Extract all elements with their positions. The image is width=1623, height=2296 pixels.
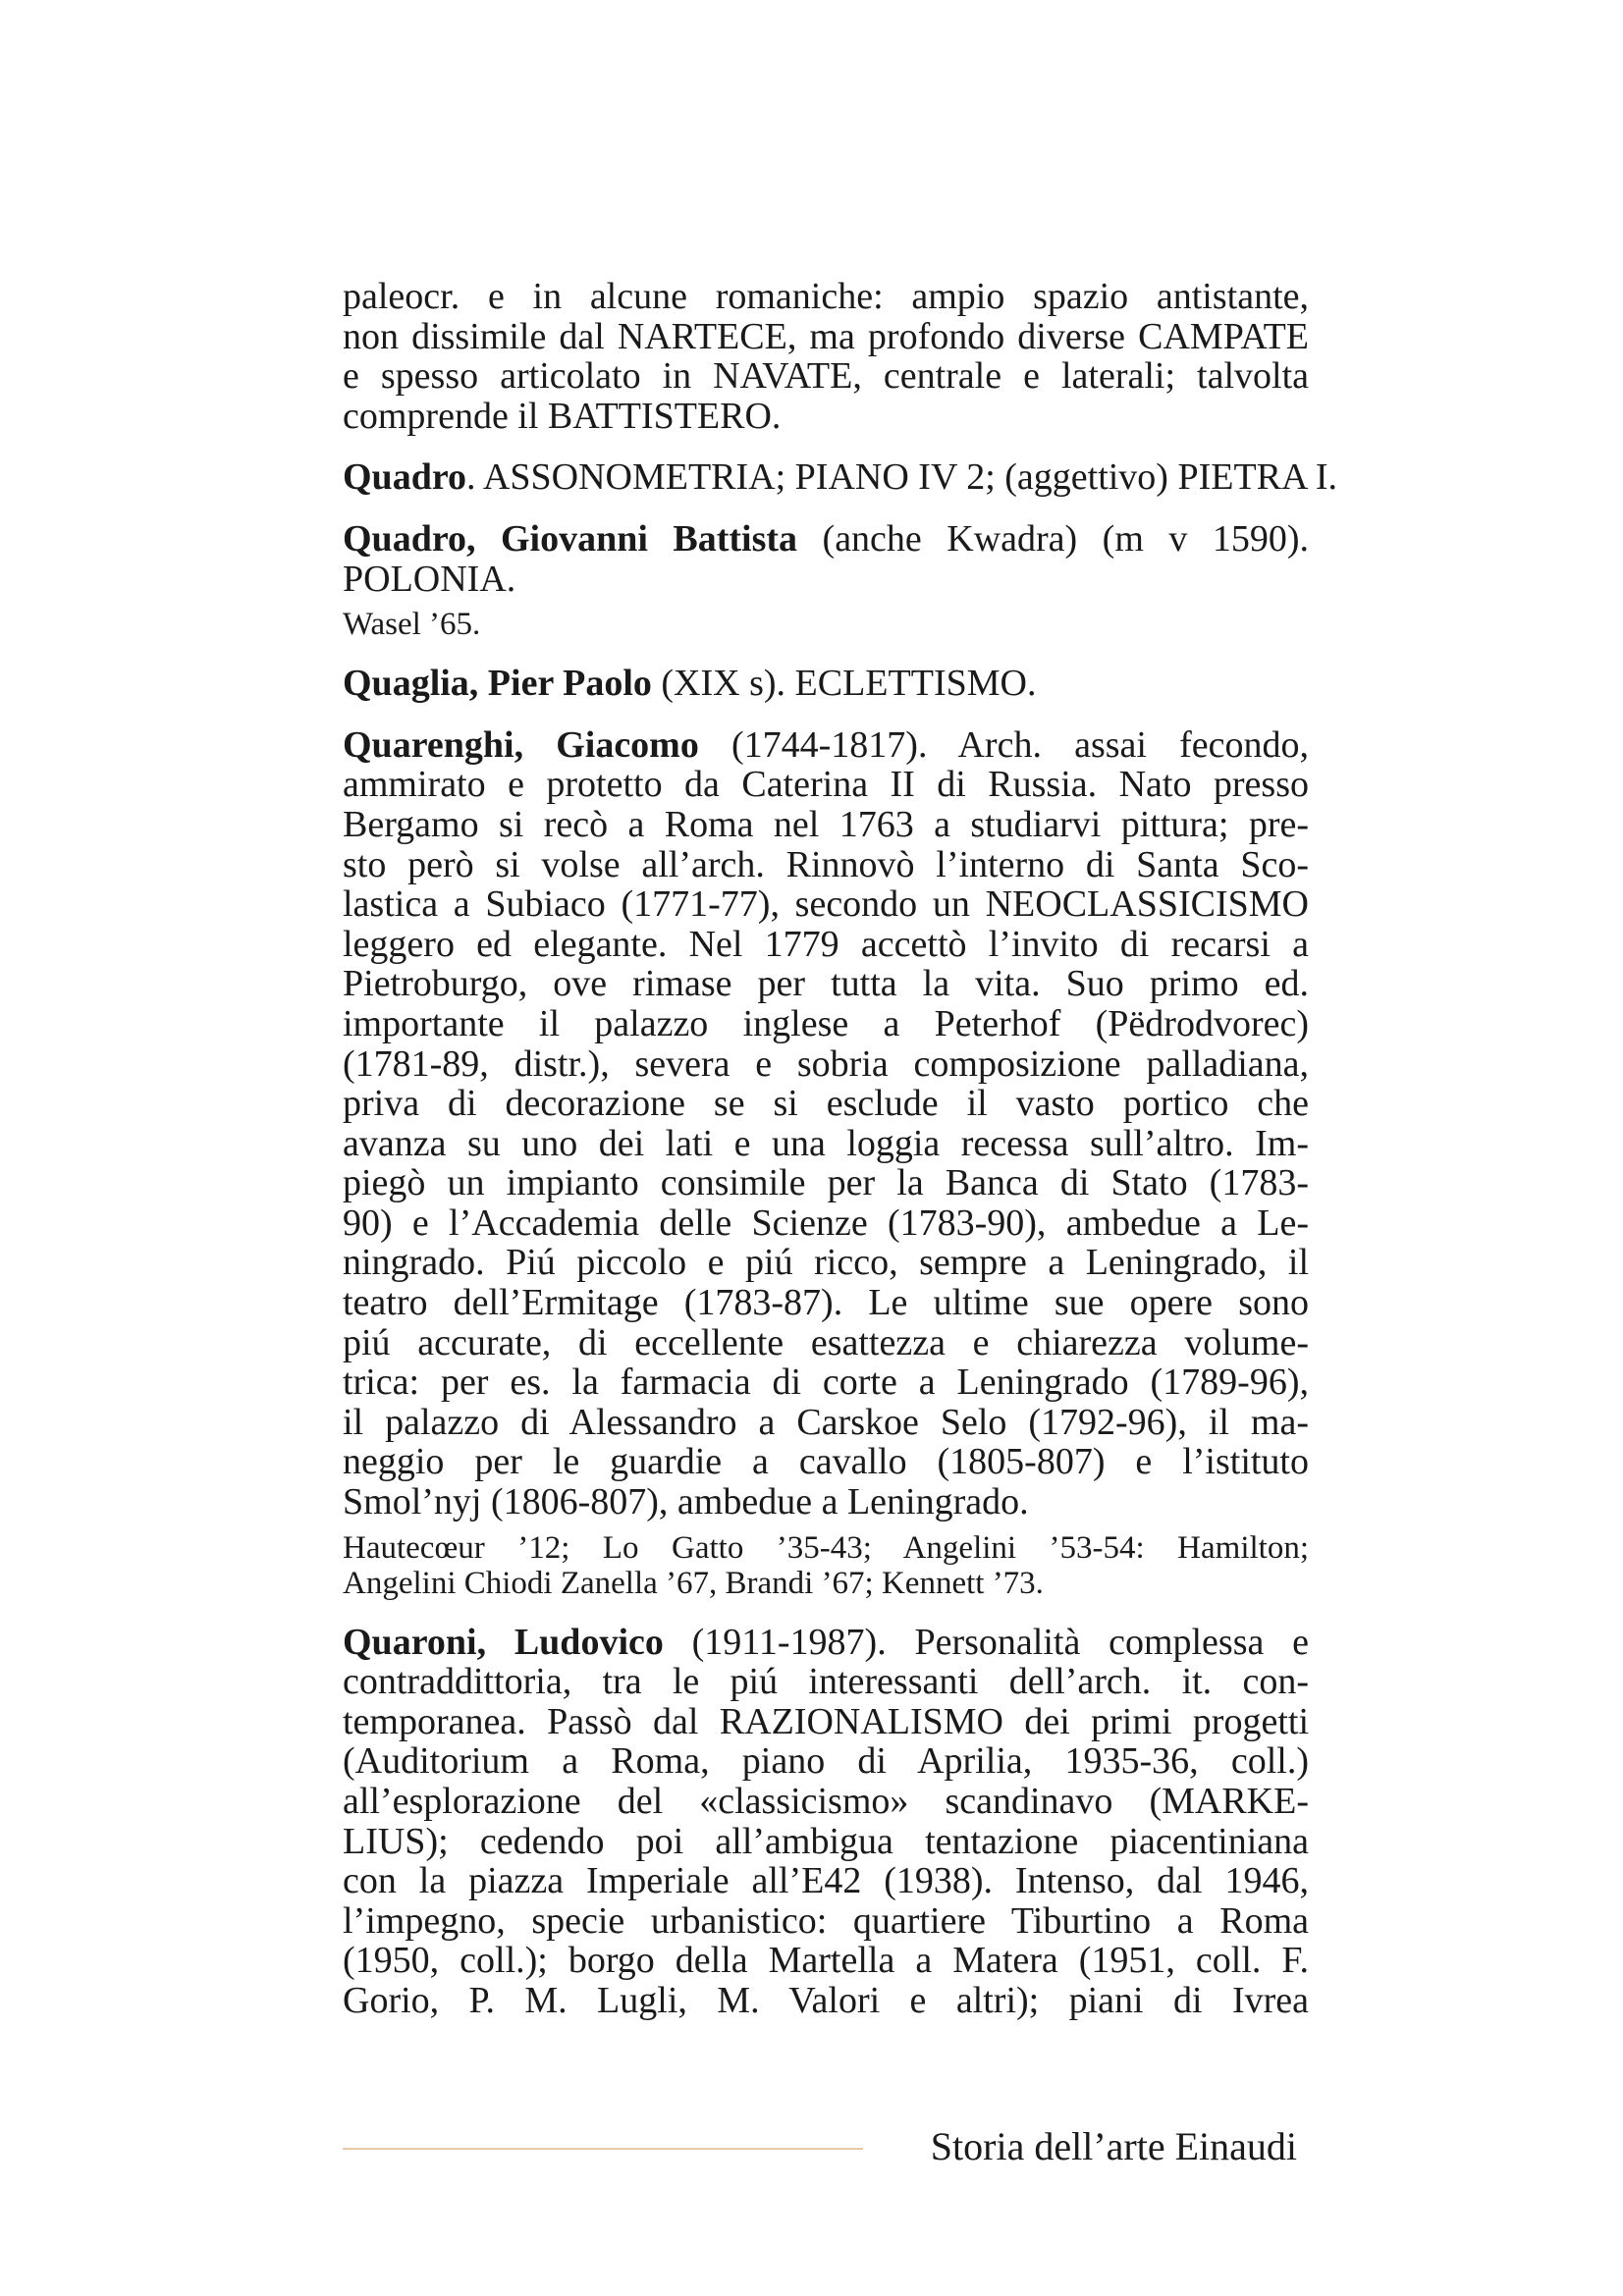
- bibliography: [343, 607, 1309, 642]
- text-line: leggero ed elegante. Nel 1779 accettò l’invito di recarsi a: [343, 923, 1309, 965]
- entry-headword: Quadro, Giovanni Battista: [343, 517, 798, 560]
- text-line: il palazzo di Alessandro a Carskoe Selo (1792-96), il ma-: [343, 1401, 1309, 1443]
- bibliography-line: Hautecœur ’12; Lo Gatto ’35-43; Angelini ’53-54: Hamilton;: [343, 1529, 1309, 1566]
- text-line: [343, 456, 1338, 499]
- entry-text: (1744-1817). Arch. assai fecondo,: [698, 723, 1309, 766]
- entry-headword: Quadro: [343, 456, 467, 499]
- text-line: Smol’nyj (1806-807), ambedue a Leningrado.: [343, 1481, 1029, 1523]
- text-line: [343, 664, 1309, 704]
- text-line: comprende il BATTISTERO.: [343, 395, 782, 437]
- text-line: LIUS); cedendo poi all’ambigua tentazione piacentiniana: [343, 1820, 1309, 1862]
- bibliography-line: Angelini Chiodi Zanella ’67, Brandi ’67; Kennett ’73.: [343, 1565, 1044, 1601]
- bibliography: [343, 1530, 1309, 1601]
- text-line: non dissimile dal NARTECE, ma profondo diverse CAMPATE: [343, 315, 1309, 357]
- footer-label: Storia dell’arte Einaudi: [930, 2124, 1297, 2168]
- text-line: [343, 1623, 1309, 1663]
- entry-text: . ASSONOMETRIA; PIANO IV 2; (aggettivo) PIETRA I.: [466, 456, 1338, 499]
- text-line: [343, 725, 1309, 766]
- text-line: priva di decorazione se si esclude il vasto portico che: [343, 1083, 1309, 1125]
- entry-intro: [343, 277, 1309, 436]
- text-line: Bergamo si recò a Roma nel 1763 a studiarvi pittura; pre-: [343, 803, 1309, 845]
- text-line: 90) e l’Accademia delle Scienze (1783-90), ambedue a Le-: [343, 1201, 1309, 1244]
- text-line: l’impegno, specie urbanistico: quartiere Tiburtino a Roma: [343, 1899, 1309, 1942]
- text-line: ningrado. Piú piccolo e piú ricco, sempre a Leningrado, il: [343, 1242, 1309, 1284]
- text-line: piegò un impianto consimile per la Banca di Stato (1783-: [343, 1162, 1309, 1204]
- text-line: temporanea. Passò dal RAZIONALISMO dei primi progetti: [343, 1700, 1309, 1742]
- text-line: sto però si volse all’arch. Rinnovò l’interno di Santa Sco-: [343, 843, 1309, 885]
- text-line: ammirato e protetto da Caterina II di Russia. Nato presso: [343, 764, 1309, 806]
- entry-quadro-giovanni-battista: [343, 519, 1309, 642]
- entry-text: (XIX s). ECLETTISMO.: [651, 663, 1037, 705]
- text-line: POLONIA.: [343, 558, 516, 600]
- entry-text: (1911-1987). Personalità complessa e: [663, 1621, 1309, 1663]
- entry-text: (anche Kwadra) (m v 1590).: [797, 517, 1309, 560]
- text-line: (Auditorium a Roma, piano di Aprilia, 1935-36, coll.): [343, 1740, 1309, 1783]
- text-line: con la piazza Imperiale all’E42 (1938). Intenso, dal 1946,: [343, 1860, 1309, 1902]
- text-line: teatro dell’Ermitage (1783-87). Le ultime sue opere sono: [343, 1282, 1309, 1324]
- footer-rule: [343, 2148, 863, 2150]
- text-line: neggio per le guardie a cavallo (1805-807) e l’istituto: [343, 1441, 1309, 1483]
- text-line: Pietroburgo, ove rimase per tutta la vita. Suo primo ed.: [343, 963, 1309, 1005]
- text-line: (1950, coll.); borgo della Martella a Matera (1951, coll. F.: [343, 1940, 1309, 1982]
- entry-quarenghi: [343, 725, 1309, 1601]
- entry-quaroni: [343, 1623, 1309, 2021]
- text-line: e spesso articolato in NAVATE, centrale e laterali; talvolta: [343, 355, 1309, 398]
- text-line: paleocr. e in alcune romaniche: ampio spazio antistante,: [343, 276, 1309, 317]
- text-line: all’esplorazione del «classicismo» scandinavo (MARKE-: [343, 1781, 1309, 1822]
- entry-quaglia: [343, 664, 1309, 704]
- text-column: [343, 276, 1338, 2021]
- text-line: trica: per es. la farmacia di corte a Leningrado (1789-96),: [343, 1362, 1309, 1404]
- entry-quadro: [343, 456, 1338, 499]
- page-footer: [343, 2123, 1309, 2172]
- entry-headword: Quarenghi, Giacomo: [343, 723, 699, 766]
- entry-headword: Quaglia, Pier Paolo: [343, 663, 652, 705]
- text-line: Gorio, P. M. Lugli, M. Valori e altri); piani di Ivrea: [343, 1979, 1309, 2021]
- text-line: importante il palazzo inglese a Peterhof (Pëdrodvorec): [343, 1002, 1309, 1044]
- text-line: contraddittoria, tra le piú interessanti dell’arch. it. con-: [343, 1661, 1309, 1703]
- entry-headword: Quaroni, Ludovico: [343, 1621, 664, 1663]
- text-line: lastica a Subiaco (1771-77), secondo un NEOCLASSICISMO: [343, 883, 1309, 926]
- text-line: [343, 519, 1309, 560]
- bibliography-line: Wasel ’65.: [343, 607, 481, 643]
- text-line: avanza su uno dei lati e una loggia recessa sull’altro. Im-: [343, 1122, 1309, 1164]
- text-line: piú accurate, di eccellente esattezza e chiarezza volume-: [343, 1321, 1309, 1363]
- text-line: (1781-89, distr.), severa e sobria composizione palladiana,: [343, 1042, 1309, 1085]
